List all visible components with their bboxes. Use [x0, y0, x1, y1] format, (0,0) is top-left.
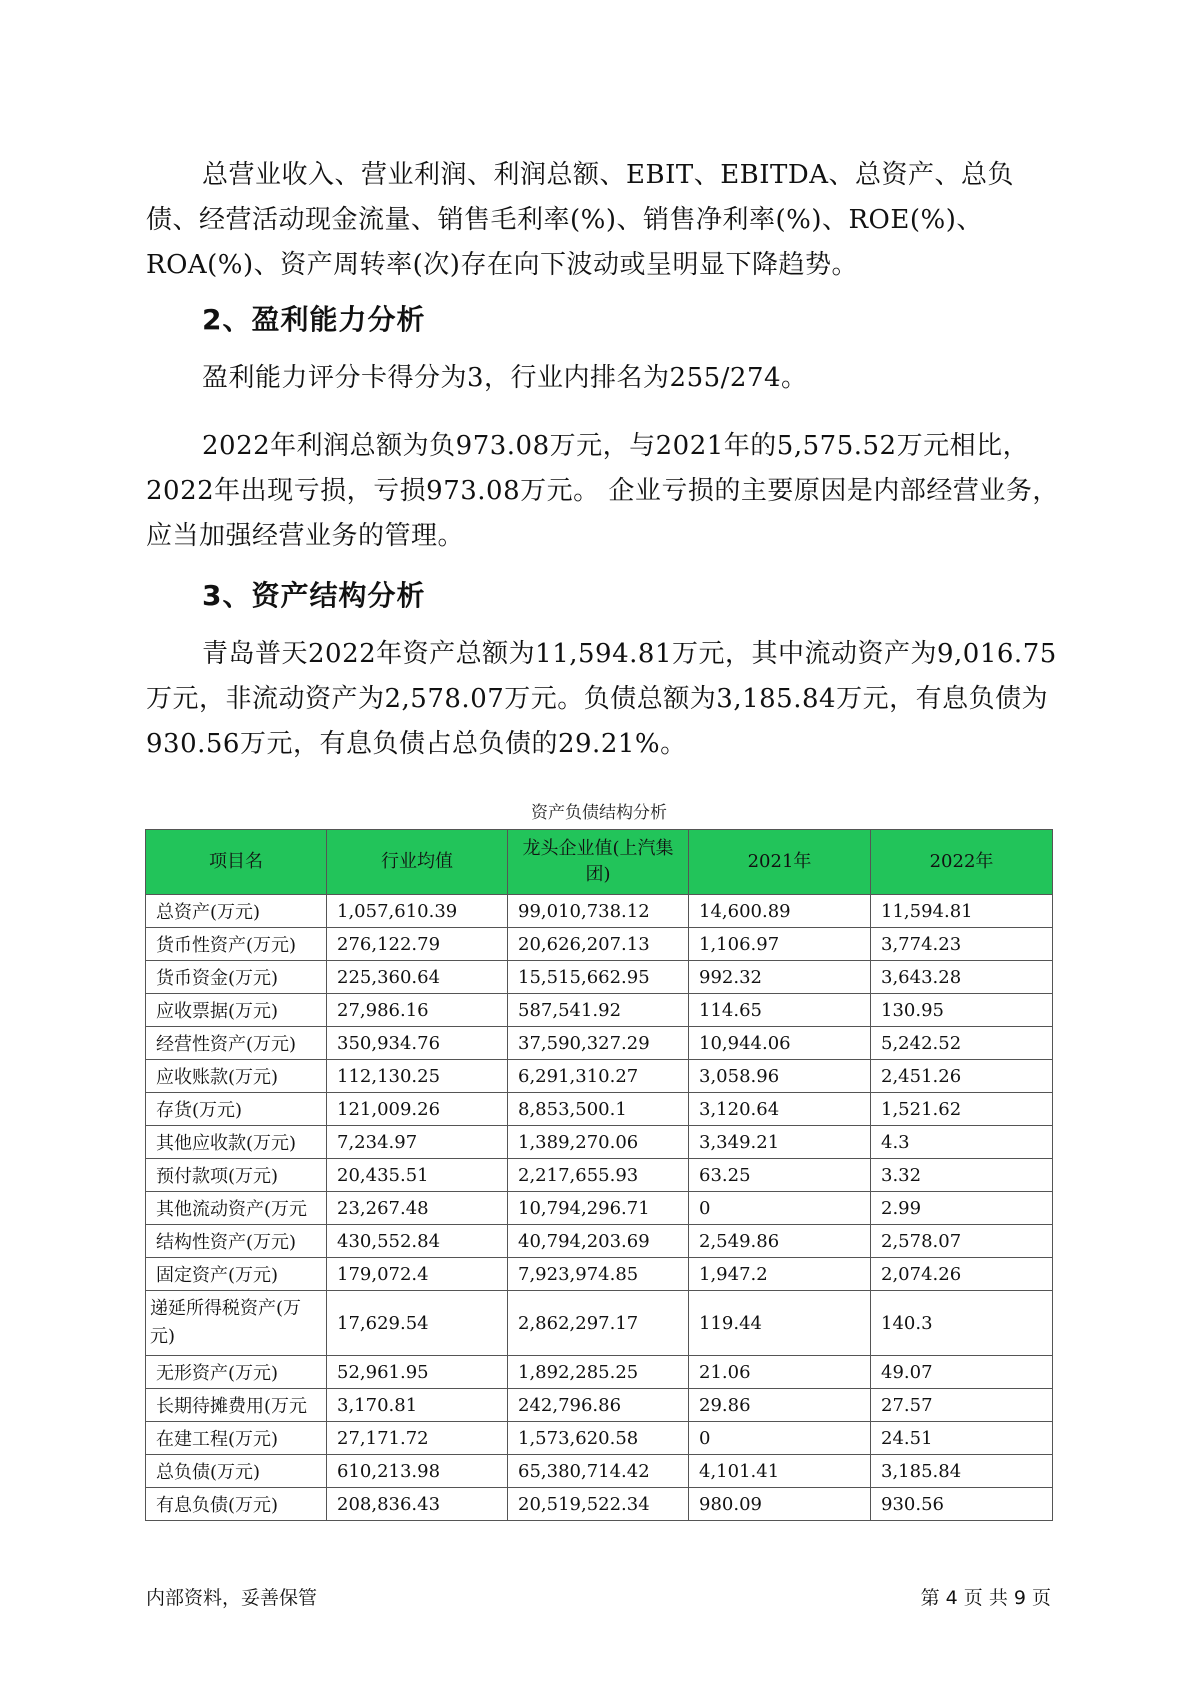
value-cell: 2,549.86 — [689, 1225, 871, 1258]
row-label-cell: 在建工程(万元) — [146, 1422, 327, 1455]
value-cell: 4,101.41 — [689, 1455, 871, 1488]
value-cell: 587,541.92 — [508, 994, 689, 1027]
value-cell: 14,600.89 — [689, 895, 871, 928]
row-label-cell: 总负债(万元) — [146, 1455, 327, 1488]
table-row — [146, 1192, 1053, 1225]
value-cell: 992.32 — [689, 961, 871, 994]
value-cell: 65,380,714.42 — [508, 1455, 689, 1488]
value-cell: 1,892,285.25 — [508, 1356, 689, 1389]
table-row — [146, 1159, 1053, 1192]
row-label-cell: 其他应收款(万元) — [146, 1126, 327, 1159]
value-cell: 0 — [689, 1422, 871, 1455]
paragraph-profit: 2022年利润总额为负973.08万元，与2021年的5,575.52万元相比，2022年出现亏损，亏损973.08万元。 企业亏损的主要原因是内部经营业务，应当加强经营业务的管理。 — [146, 431, 1059, 551]
value-cell: 140.3 — [871, 1291, 1053, 1356]
table-row — [146, 1389, 1053, 1422]
value-cell: 99,010,738.12 — [508, 895, 689, 928]
value-cell: 37,590,327.29 — [508, 1027, 689, 1060]
value-cell: 10,944.06 — [689, 1027, 871, 1060]
row-label-cell: 递延所得税资产(万元) — [146, 1291, 327, 1356]
value-cell: 6,291,310.27 — [508, 1060, 689, 1093]
table-row — [146, 928, 1053, 961]
table-row — [146, 1060, 1053, 1093]
value-cell: 2,074.26 — [871, 1258, 1053, 1291]
value-cell: 40,794,203.69 — [508, 1225, 689, 1258]
footer-page-number: 第 4 页 共 9 页 — [920, 1587, 1051, 1609]
table-body — [146, 895, 1053, 1521]
value-cell: 24.51 — [871, 1422, 1053, 1455]
value-cell: 350,934.76 — [327, 1027, 508, 1060]
value-cell: 3,774.23 — [871, 928, 1053, 961]
table-row — [146, 1126, 1053, 1159]
table-row — [146, 1488, 1053, 1521]
value-cell: 29.86 — [689, 1389, 871, 1422]
table-row — [146, 1455, 1053, 1488]
value-cell: 980.09 — [689, 1488, 871, 1521]
value-cell: 21.06 — [689, 1356, 871, 1389]
table-row — [146, 1356, 1053, 1389]
row-label-cell: 其他流动资产(万元 — [146, 1192, 327, 1225]
value-cell: 0 — [689, 1192, 871, 1225]
table-row — [146, 1093, 1053, 1126]
value-cell: 8,853,500.1 — [508, 1093, 689, 1126]
value-cell: 7,923,974.85 — [508, 1258, 689, 1291]
value-cell: 119.44 — [689, 1291, 871, 1356]
value-cell: 20,519,522.34 — [508, 1488, 689, 1521]
row-label-cell: 经营性资产(万元) — [146, 1027, 327, 1060]
column-header: 行业均值 — [327, 830, 508, 895]
table-row — [146, 895, 1053, 928]
row-label-cell: 固定资产(万元) — [146, 1258, 327, 1291]
value-cell: 130.95 — [871, 994, 1053, 1027]
row-label-cell: 总资产(万元) — [146, 895, 327, 928]
row-label-cell: 有息负债(万元) — [146, 1488, 327, 1521]
value-cell: 2,578.07 — [871, 1225, 1053, 1258]
row-label-cell: 货币资金(万元) — [146, 961, 327, 994]
footer-confidential-note: 内部资料，妥善保管 — [146, 1587, 318, 1609]
table-row — [146, 1225, 1053, 1258]
value-cell: 1,947.2 — [689, 1258, 871, 1291]
row-label-cell: 无形资产(万元) — [146, 1356, 327, 1389]
table-row — [146, 1291, 1053, 1356]
value-cell: 179,072.4 — [327, 1258, 508, 1291]
value-cell: 2,451.26 — [871, 1060, 1053, 1093]
section-heading-profitability: 2、盈利能力分析 — [202, 303, 426, 336]
table-row — [146, 994, 1053, 1027]
value-cell: 3.32 — [871, 1159, 1053, 1192]
value-cell: 3,120.64 — [689, 1093, 871, 1126]
value-cell: 114.65 — [689, 994, 871, 1027]
column-header: 项目名 — [146, 830, 327, 895]
value-cell: 225,360.64 — [327, 961, 508, 994]
row-label-cell: 应收账款(万元) — [146, 1060, 327, 1093]
value-cell: 276,122.79 — [327, 928, 508, 961]
value-cell: 27,171.72 — [327, 1422, 508, 1455]
value-cell: 3,058.96 — [689, 1060, 871, 1093]
value-cell: 63.25 — [689, 1159, 871, 1192]
value-cell: 3,170.81 — [327, 1389, 508, 1422]
value-cell: 1,389,270.06 — [508, 1126, 689, 1159]
value-cell: 20,626,207.13 — [508, 928, 689, 961]
value-cell: 3,643.28 — [871, 961, 1053, 994]
value-cell: 610,213.98 — [327, 1455, 508, 1488]
value-cell: 1,057,610.39 — [327, 895, 508, 928]
value-cell: 4.3 — [871, 1126, 1053, 1159]
value-cell: 5,242.52 — [871, 1027, 1053, 1060]
column-header: 2022年 — [871, 830, 1053, 895]
value-cell: 1,521.62 — [871, 1093, 1053, 1126]
value-cell: 27.57 — [871, 1389, 1053, 1422]
row-label-cell: 预付款项(万元) — [146, 1159, 327, 1192]
column-header: 2021年 — [689, 830, 871, 895]
row-label-cell: 结构性资产(万元) — [146, 1225, 327, 1258]
section-heading-asset-structure: 3、资产结构分析 — [202, 579, 426, 612]
value-cell: 2.99 — [871, 1192, 1053, 1225]
value-cell: 1,573,620.58 — [508, 1422, 689, 1455]
row-label-cell: 长期待摊费用(万元 — [146, 1389, 327, 1422]
table-row — [146, 961, 1053, 994]
table-header-row — [146, 830, 1053, 895]
value-cell: 2,217,655.93 — [508, 1159, 689, 1192]
table-row — [146, 1422, 1053, 1455]
column-header: 龙头企业值(上汽集团) — [508, 830, 689, 895]
row-label-cell: 货币性资产(万元) — [146, 928, 327, 961]
table-caption: 资产负债结构分析 — [531, 803, 667, 823]
value-cell: 2,862,297.17 — [508, 1291, 689, 1356]
value-cell: 430,552.84 — [327, 1225, 508, 1258]
paragraph-trend: 总营业收入、营业利润、利润总额、EBIT、EBITDA、总资产、总负债、经营活动现金流量、销售毛利率(%)、销售净利率(%)、ROE(%)、ROA(%)、资产周转率(次)存在向下波动或呈明显下降趋势。 — [146, 160, 1015, 280]
value-cell: 121,009.26 — [327, 1093, 508, 1126]
value-cell: 930.56 — [871, 1488, 1053, 1521]
value-cell: 1,106.97 — [689, 928, 871, 961]
value-cell: 23,267.48 — [327, 1192, 508, 1225]
value-cell: 7,234.97 — [327, 1126, 508, 1159]
value-cell: 10,794,296.71 — [508, 1192, 689, 1225]
value-cell: 27,986.16 — [327, 994, 508, 1027]
value-cell: 20,435.51 — [327, 1159, 508, 1192]
row-label-cell: 应收票据(万元) — [146, 994, 327, 1027]
value-cell: 3,349.21 — [689, 1126, 871, 1159]
value-cell: 3,185.84 — [871, 1455, 1053, 1488]
value-cell: 52,961.95 — [327, 1356, 508, 1389]
value-cell: 49.07 — [871, 1356, 1053, 1389]
row-label-cell: 存货(万元) — [146, 1093, 327, 1126]
paragraph-score: 盈利能力评分卡得分为3，行业内排名为255/274。 — [202, 363, 808, 393]
paragraph-assets: 青岛普天2022年资产总额为11,594.81万元，其中流动资产为9,016.75万元，非流动资产为2,578.07万元。负债总额为3,185.84万元，有息负债为930.56万元，有息负债占总负债的29.21%。 — [146, 639, 1057, 759]
value-cell: 11,594.81 — [871, 895, 1053, 928]
balance-structure-table — [145, 829, 1053, 1521]
value-cell: 112,130.25 — [327, 1060, 508, 1093]
table-row — [146, 1258, 1053, 1291]
value-cell: 17,629.54 — [327, 1291, 508, 1356]
value-cell: 15,515,662.95 — [508, 961, 689, 994]
value-cell: 242,796.86 — [508, 1389, 689, 1422]
value-cell: 208,836.43 — [327, 1488, 508, 1521]
table-row — [146, 1027, 1053, 1060]
